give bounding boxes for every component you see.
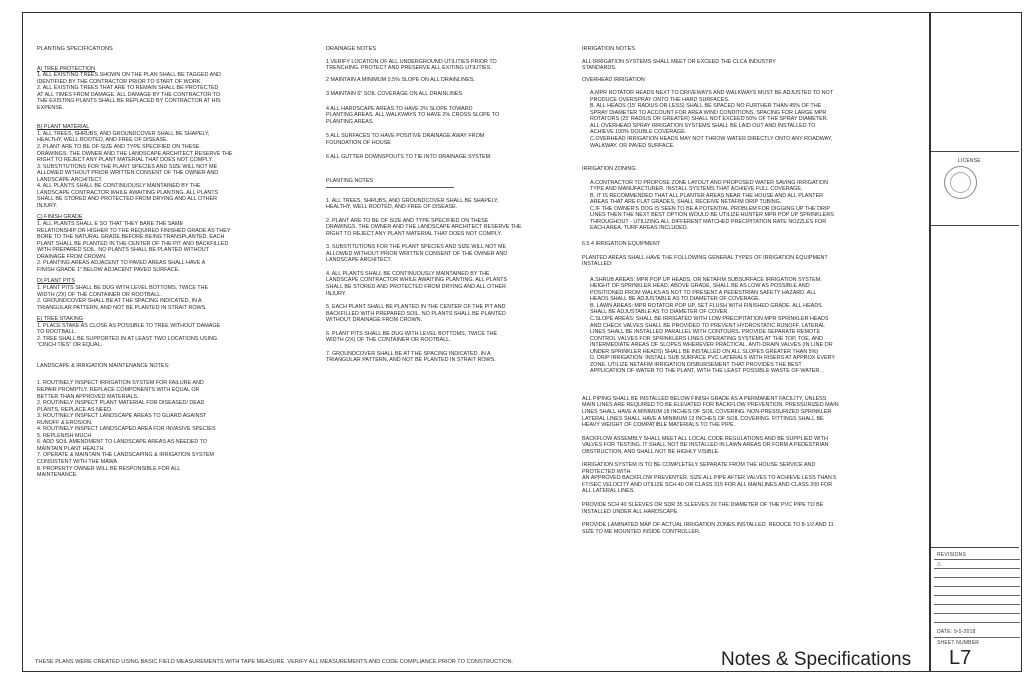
revision-row-line bbox=[934, 577, 1020, 578]
tree-protection-heading: A) TREE PROTECTION bbox=[37, 65, 96, 72]
revision-delta-icon: △ bbox=[937, 561, 942, 567]
revision-row-line bbox=[934, 586, 1020, 587]
backflow-note: BACKFLOW ASSEMBLY SHALL MEET ALL LOCAL CODE REGULATIONS AND BE SUPPLIED WITH VALVES FOR TESTING. IT SHALL NOT BE INSTALLED IN LAWN AREAS OR FORM A PEDESTRIAN OBSTRUCTION, AND SHALL NOT BE HIGHLY VISIBLE. bbox=[582, 435, 829, 455]
sheet-title: Notes & Specifications bbox=[721, 649, 912, 670]
revision-row-line bbox=[934, 604, 1020, 605]
maintenance-notes-heading: LANDSCAPE & IRRIGATION MAINTENANCE NOTES: bbox=[37, 362, 170, 369]
piping-note: ALL PIPING SHALL BE INSTALLED BELOW FINISH GRADE AS A PERMANENT FACILITY, UNLESS MAIN LINES ARE REQUIRED TO BE ELEVATED FOR BACKFLOW PREVENTION. PRESSURIZED MAIN LINES SHALL HAVE A MINIMUM 18 INCHES OF SOIL COVERING. NON-PRESSURIZED SPRINKLER LATERAL LINES SHALL HAVE A MINIMUM 12 INCHES OF SOIL COVERING. FITTINGS SHALL BE HEAVY WEIGHT OF COMPATIBLE MATERIALS TO THE PIPE. bbox=[582, 395, 839, 429]
controller-map-note: PROVIDE LAMINATED MAP OF ACTUAL IRRIGATION ZONES INSTALLED. REDUCE TO 8-1/2 AND 11 SIZE TO ME MOUNTED INSIDE CONTROLLER. bbox=[582, 522, 834, 535]
date-row-line bbox=[934, 637, 1020, 638]
planting-specifications-title: PLANTING SPECIFICATIONS bbox=[37, 46, 113, 52]
list-item: 6. PLANT PITS SHALL BE DUG WITH LEVEL BOTTOMS, TWICE THE WIDTH (2X) OF THE CONTAINER OR ROOTBALL. bbox=[326, 330, 498, 344]
irrigation-equipment-intro: PLANTED AREAS SHALL HAVE THE FOLLOWING GENERAL TYPES OF IRRIGATION EQUIPMENT INSTALLED: bbox=[582, 254, 828, 268]
sheet-number-label: SHEET NUMBER bbox=[937, 640, 980, 646]
list-item: 6 ALL GUTTER DOWNSPOUTS TO TIE INTO DRAINAGE SYSTEM. bbox=[326, 154, 492, 161]
irrigation-notes-title: IRRIGATION NOTES bbox=[582, 46, 636, 52]
overhead-irrigation-body: A.MPR ROTATOR HEADS NEXT TO DRIVEWAYS AND WALKWAYS MUST BE ADJUSTED TO NOT PRODUCE OVERSPRAY ONTO THE HARD SURFACES. B. ALL HEADS (15' RADIUS OR LESS) SHALL BE SPACED NO FURTHER THAN 45% OF THE SPRAY DIAMETER TO ACCOUNT FOR AREA WIND CONDITIONS. SPACING FOR LARGE MPR ROTATORS (25' RADIUS OR GREATER) SHALL NOT EXCEED 50% OF THE SPRAY DIAMETER. ALL OVERHEAD SPRAY IRRIGATION SYSTEMS SHALL BE LAID OUT AND INSTALLED TO ACHIEVE 100% DOUBLE COVERAGE. C.OVERHEAD IRRIGATION HEADS MAY NOT THROW WATER DIRECTLY ONTO ANY ROADWAY, WALKWAY, OR PAVED SURFACE. bbox=[590, 90, 834, 149]
plant-pits-heading: D) PLANT PITS bbox=[37, 278, 75, 285]
plant-material-body: 1. ALL TREES, SHRUBS, AND GROUNDCOVER SHALL BE SHAPELY, HEALTHY, WELL ROOTED, AND FREE OF DISEASE. 2. PLANT ARE TO BE OF SIZE AND TYPE SPECIFIED ON THESE DRAWINGS. THE OWNER AND THE LANDSCAPE ARCHITECT RESERVE THE RIGHT TO REJECT ANY PLANT MATERIAL THAT DOES NOT COMPLY. 3. SUBSTITUTIONS FOR THE PLANT SPECIES AND SIZE WILL NOT ME ALLOWED WITHOUT PRIOR WRITTEN CONSENT OF THE OWNER AND LANDSCAPE ARCHITECT. 4. ALL PLANTS SHALL BE CONTINUOUSLY MAINTAINED BY THE LANDSCAPE CONTRACTOR WHILE AWAITING PLANTING. ALL PLANTS SHALL BE STORED AND PROTECTED FROM DRYING AND ALL OTHER INJURY. bbox=[37, 130, 233, 209]
irrigation-zoning-body: A.CONTRACTOR TO PROPOSE ZONE LAYOUT AND PROPOSED WATER SAVING IRRIGATION TYPE AND MANUFACTURER. INSTALL SYSTEMS THAT ACHIEVE FULL COVERAGE. B. IT IS RECOMMENDED THAT ALL PLANTER AREAS NEAR THE HOUSE AND ALL PLANTER AREAS THAT ARE FLAT GRADES, SHALL RECEIVE NETAFIM DRIP TUBING. C.IF THE OWNER'S DOG IS SEEN TO BE A POTENTIAL PROBLEM FOR DIGGING UP THE DRIP LINES THEN THE NEXT BEST OPTION WOULD BE UTILIZE HUNTER MPR POP UP SPRINKLERS THROUGHOUT - UTILIZING ALL DIFFERENT MATCHED PRECIPITATION RATE NOZZLES FOR EACH AREA. TURF AREAS INCLUDED. bbox=[590, 179, 834, 232]
irrigation-notes-column bbox=[582, 46, 912, 540]
list-item: 2. ROUTINELY INSPECT PLANT MATERIAL FOR DISEASED/ DEAD PLANTS, REPLACE AS NEED. bbox=[37, 400, 205, 413]
finish-grade-heading: C) FINISH GRADE bbox=[37, 214, 83, 221]
planting-notes-title: PLANTING NOTES bbox=[326, 178, 374, 185]
footer-disclaimer: THESE PLANS WERE CREATED USING BASIC FIELD MEASUREMENTS WITH TAPE MEASURE. VERIFY ALL MEASUREMENTS AND CODE COMPLIANCE PRIOR TO CONSTRUCTION. bbox=[35, 659, 514, 665]
finish-grade-body: 1. ALL PLANTS SHALL E SO THAT THEY BARE THE SAME RELATIONSHIP OR HIGHER TO THE REQUIRED FINISHED GRADE AS THEY BORE TO THE NATURAL GRADE BEFORE BEING TRANSPLANTED. EACH PLANT SHALL BE PLANTED IN THE CENTER OF THE PIT AND BACKFILLED WITH PREPARED SOIL. NO PLANTS SHALL BE PLANTED WITHOUT DRAINAGE FROM CROWN. 2. PLANTING AREAS ADJACENT TO PAVED AREAS SHALL HAVE A FINISH GRADE 1" BELOW ADJACENT PAVED SURFACE. bbox=[37, 221, 231, 273]
list-item: 1. ALL TREES, SHRUBS, AND GROUNDCOVER SHALL BE SHAPELY, HEALTHY, WELL ROOTED, AND FREE OF DISEASE. bbox=[326, 197, 499, 211]
irrigation-equipment-body: A.SHRUB AREAS: MPR POP UP HEADS, OR NETAFIM SUBSURFACE IRRIGATION SYSTEM. HEIGHT OF SPRINKLER HEAD, ABOVE GRADE, SHALL BE AS LOW AS POSSIBLE AND POSITIONED FROM WALKS AS NOT TO PRESENT A PEDESTRIAN SAFETY HAZARD. ALL HEADS SHALL BE ADJUSTABLE AS TO DIAMETER OF COVERAGE. B. LAWN AREAS: MPR ROTATOR POP UP, SET FLUSH WITH FINISHED GRADE. ALL HEADS SHALL BE ADJUSTABLE AS TO DIAMETER OF COVER. C.SLOPE AREAS: SHALL BE IRRIGATED WITH LOW PRECIPITATION MPR SPRINKLER HEADS AND CHECK VALVES SHALL BE PROVIDED TO PREVENT HYDROSTATIC RUNOFF. LATERAL LINES SHALL BE INSTALLED PARALLEL WITH CONTOURS. PROVIDE SEPARATE REMOTE CONTROL VALVES FOR SPRINKLERS LINES OPERATING SYSTEMS AT THE TOP, TOE, AND INTERMEDIATE AREAS OF SLOPES WHEREVER PRACTICAL. ANTI-DRAIN VALVES (IN LINE OR UNDER SPRINKLER HEADS) SHALL BE INSTALLED ON ALL SLOPES GREATER THAN 5%) D. DRIP IRRIGATION: INSTALL SUB SURFACE PVC LATERALS WITH RISERS AT APPROX EVERY ZONE. UTILIZE NETAFIM IRRIGATION DISBURSEMENT THAT PROVIDES THE BEST APPLICATION OF WATER TO THE PLANT, WITH THE LEAST POSSIBLE WASTE OF WATER. . bbox=[590, 276, 836, 375]
list-item: 4. ALL PLANTS SHALL BE CONTINUOUSLY MAINTAINED BY THE LANDSCAPE CONTRACTOR WHILE AWAITING PLANTING. ALL PLANTS SHALL BE STORED AND PROTECTED FROM DRYING AND ALL OTHER INJURY. bbox=[326, 270, 508, 297]
list-item: 1. ROUTINELY INSPECT IRRIGATION SYSTEM FOR FAILURE AND REPAIR PROMPTLY. REPLACE COMPONENTS WITH EQUAL OR BETTER THAN APPROVED MATERIALS. bbox=[37, 380, 204, 400]
title-underline bbox=[326, 187, 454, 188]
tree-protection-body: 1. ALL EXISTING TREES SHOWN ON THE PLAN SHALL BE TAGGED AND IDENTIFIED BY THE CONTRACTOR PRIOR TO START OF WORK. 2. ALL EXISTING TREES THAT ARE TO REMAIN SHALL BE PROTECTED AT ALL TIMES FROM DAMAGE. ALL DAMAGE BY THE CONTRACTOR TO THE EXISTING PLANTS SHALL BE REPLACED BY CONTRACTOR AT HIS EXPENSE. bbox=[37, 72, 222, 111]
separate-system-note: IRRIGATION SYSTEM IS TO BE COMPLETELY SEPARATE FROM THE HOUSE SERVICE AND PROTECTED WITH AN APPROVED BACKFLOW PREVENTER. SIZE ALL PIPE AFTER VALVES TO ACHIEVE LESS THAN 5 FT/SEC VELOCITY AND UTILIZE SCH 40 OR CLASS 315 FOR ALL MAINLINES AND CLASS 200 FOR ALL LATERAL LINES. bbox=[582, 462, 837, 495]
list-item: 5. EACH PLANT SHALL BE PLANTED IN THE CENTER OF THE PIT AND BACKFILLED WITH PREPARED SOIL. NO PLANTS SHALL BE PLANTED WITHOUT DRAINAGE FROM CROWN. bbox=[326, 304, 506, 324]
planting-specifications-column bbox=[37, 46, 299, 484]
list-item: 5 ALL SURFACES TO HAVE POSITIVE DRAINAGE AWAY FROM FOUNDATION OF HOUSE bbox=[326, 133, 485, 146]
drainage-planting-column bbox=[326, 46, 566, 369]
list-item: 5. REPLENISH MUCH bbox=[37, 432, 92, 439]
blank-cell bbox=[931, 15, 1019, 548]
revision-row-line bbox=[934, 622, 1020, 623]
date-text: DATE: 9-5-2018 bbox=[937, 629, 976, 635]
irrigation-intro: ALL IRRIGATION SYSTEMS SHALL MEET OR EXCEED THE CLCA INDUSTRY STANDARDS. bbox=[582, 58, 776, 72]
sheet-number: L7 bbox=[949, 647, 972, 669]
license-label: LICENSE bbox=[958, 158, 981, 164]
list-item: 4 ALL HARDSCAPE AREAS TO HAVE 2% SLOPE TOWARD PLANTING AREAS. ALL WALKWAYS TO HAVE 2% CROSS SLOPE TO PLANTING AREAS. bbox=[326, 105, 500, 125]
list-item: 7. OPERATE & MAINTAIN THE LANDSCAPING & IRRIGATION SYSTEM CONSISTENT WITH THE MAWA bbox=[37, 452, 214, 465]
revision-row-line bbox=[934, 559, 1020, 560]
plant-pits-body: 1. PLANT PITS SHALL BE DUG WITH LEVEL BOTTOMS, TWICE THE WIDTH (2X) OF THE CONTAINER OR ROOTBALL. 2. GROUNDCOVER SHALL BE AT THE SPACING INDICATED, IN A TRIANGULAR PATTERN, AND NOT BE PLANTED IN STRAIT ROWS. bbox=[37, 284, 209, 311]
list-item: 7. GROUNDCOVER SHALL BE AT THE SPACING INDICATED, IN A TRIANGULAR PATTERN, AND NOT BE PLANTED IN STRAIT ROWS. bbox=[326, 350, 496, 364]
irrigation-zoning-heading: IRRIGATION ZONING. bbox=[582, 166, 638, 173]
irrigation-equipment-heading: 6.5.4 IRRIGATION EQUIPMENT bbox=[582, 241, 661, 248]
revisions-label: REVISIONS bbox=[937, 552, 967, 558]
list-item: 3. SUBSTITUTIONS FOR THE PLANT SPECIES AND SIZE WILL NOT ME ALLOWED WITHOUT PRIOR WRITTEN CONSENT OF THE OWNER AND LANDSCAPE ARCHITECT. bbox=[326, 244, 508, 264]
list-item: 1 VERIFY LOCATION OF ALL UNDERGROUND UTILITIES PRIOR TO TRENCHING. PROTECT AND PRESERVE ALL EXITING UTILITIES. bbox=[326, 58, 497, 72]
drainage-notes-title: DRAINAGE NOTES bbox=[326, 46, 377, 52]
sleeves-note: PROVIDE SCH 40 SLEEVES OR SDR 35 SLEEVES 2X THE DIAMETER OF THE PVC PIPE TO BE INSTALLED UNDER ALL HARDSCAPE. bbox=[582, 501, 824, 515]
list-item: 3. ROUTINELY INSPECT LANDSCAPE AREAS TO GUARD AGAINST RUNOFF & EROSION. bbox=[37, 413, 207, 426]
list-item: 8. PROPERTY OWNER WILL BE RESPONSIBLE FOR ALL MAINTENANCE. bbox=[37, 465, 181, 479]
list-item: 4. ROUTINELY INSPECT LANDSCAPED AREA FOR INVASIVE SPECIES bbox=[37, 426, 216, 433]
tree-staking-body: 1. PLACE STAKE AS CLOSE AS POSSIBLE TO TREE WITHOUT DAMAGE TO ROOTBALL. 2. TREE SHALL BE SUPPORTED IN AT LEAST TWO LOCATIONS USING "CINCH TIES" OR EQUAL. bbox=[37, 322, 221, 349]
list-item: 6. ADD SOIL AMENDMENT TO LANDSCAPE AREAS AS NEEDED TO MAINTAIN PLANT HEALTH bbox=[37, 439, 208, 452]
maintenance-notes-list bbox=[37, 380, 299, 478]
list-item: 2 MAINTAIN A MINIMUM 0.5% SLOPE ON ALL DRAINLINES. bbox=[326, 76, 475, 83]
revision-row-line bbox=[934, 568, 1020, 569]
list-item: 3 MAINTAIN 6" SOIL COVERAGE ON ALL DRAINLINES. bbox=[326, 91, 464, 98]
list-item: 2. PLANT ARE TO BE OF SIZE AND TYPE SPECIFIED ON THESE DRAWINGS. THE OWNER AND THE LANDSCAPE ARCHITECT RESERVE THE RIGHT TO REJECT ANY PLANT MATERIAL THAT DOES NOT COMPLY. bbox=[326, 217, 522, 237]
revision-row-line bbox=[934, 595, 1020, 596]
revision-row-line bbox=[934, 613, 1020, 614]
overhead-irrigation-heading: OVERHEAD IRRIGATION bbox=[582, 76, 645, 83]
plant-material-heading: B) PLANT MATERIAL bbox=[37, 124, 90, 131]
tree-staking-heading: E) TREE STAKING bbox=[37, 316, 83, 323]
